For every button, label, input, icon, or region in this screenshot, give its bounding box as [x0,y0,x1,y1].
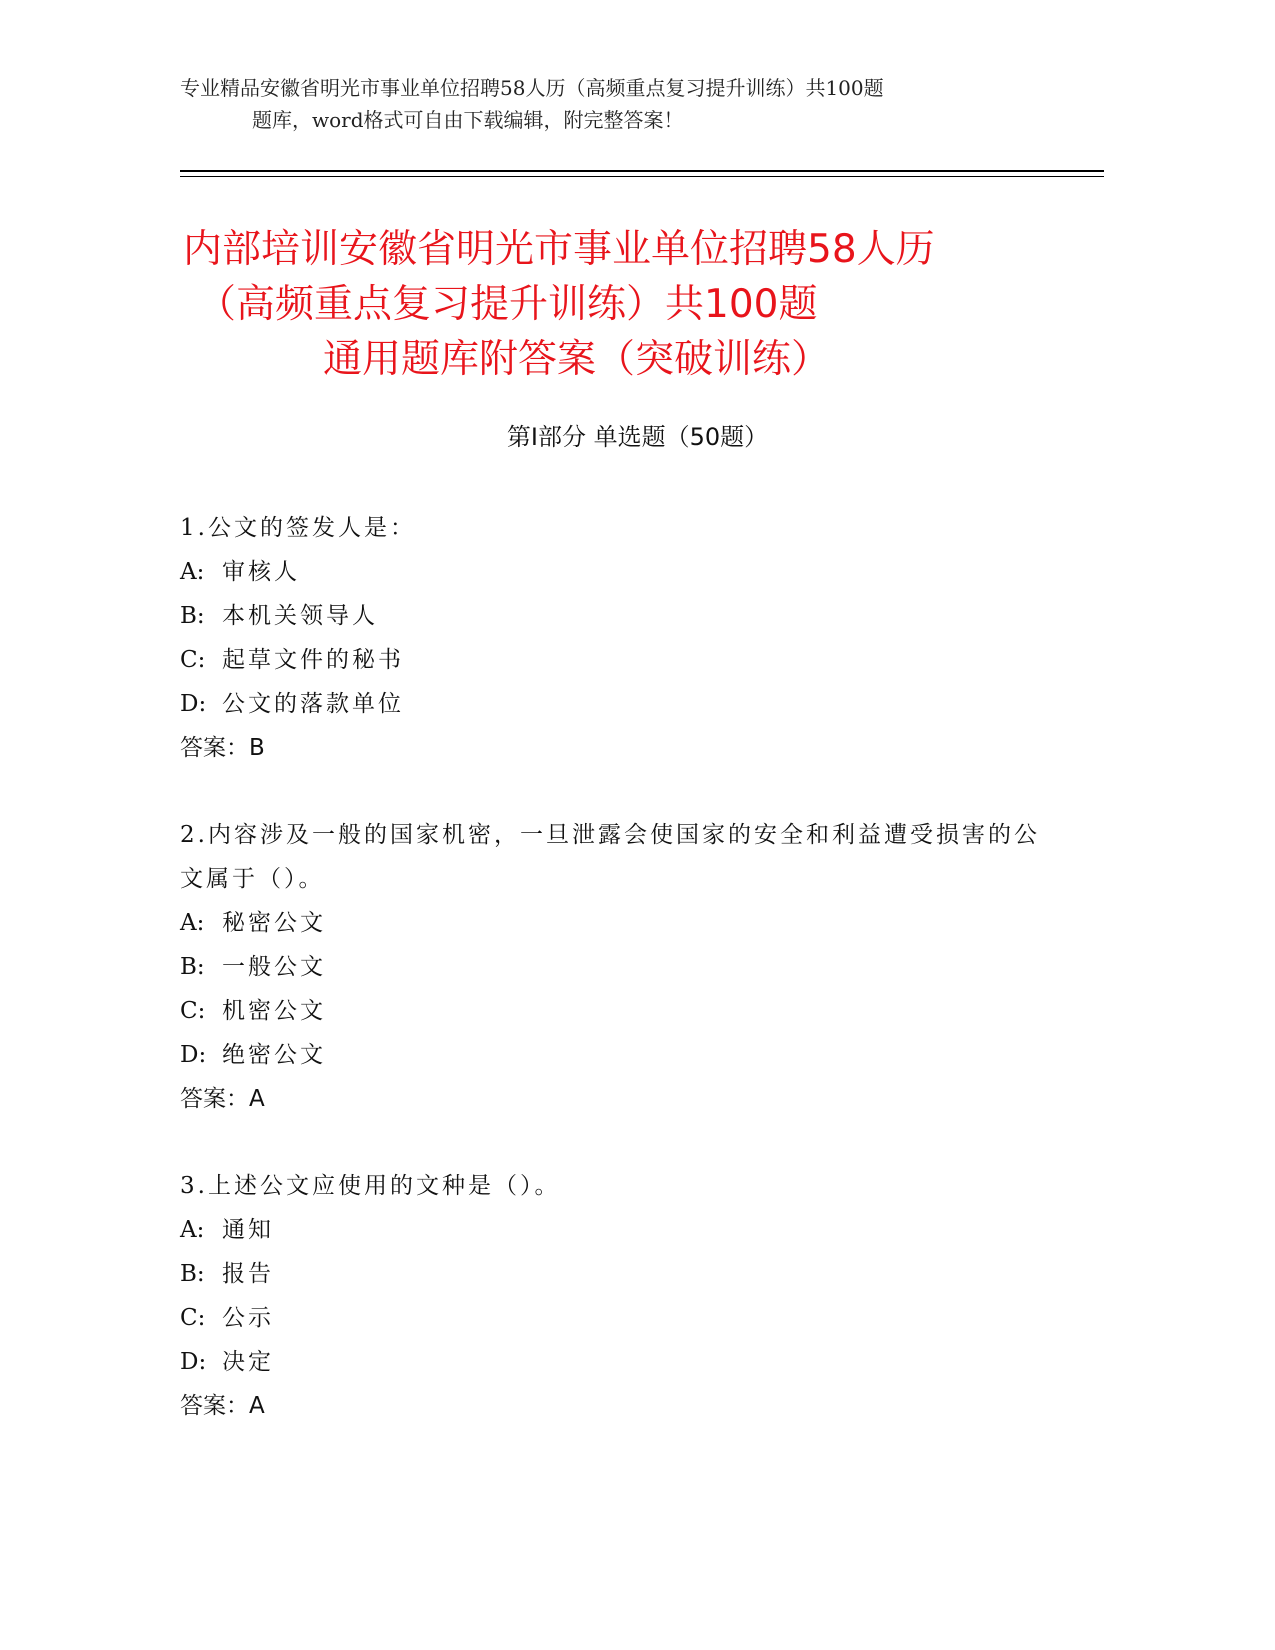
option-d [180,682,1040,726]
option-text: 报告 [222,1261,274,1287]
option-b [180,594,1040,638]
option-label: C: [180,647,206,673]
option-a [180,901,1040,945]
title-line-1: 内部培训安徽省明光市事业单位招聘58人历 [183,227,935,272]
answer-line: 答案：A [180,1393,265,1419]
option-d [180,1340,1040,1384]
option-text: 起草文件的秘书 [222,647,404,673]
option-text: 公示 [222,1305,274,1331]
option-a [180,550,1040,594]
option-c [180,1296,1040,1340]
section-heading: 第I部分 单选题（50题） [506,423,769,451]
option-d [180,1033,1040,1077]
option-label: D: [180,1349,207,1375]
question-list [180,506,1040,1471]
title-line-3: 通用题库附答案（突破训练） [323,337,831,382]
header-rule-thick [180,170,1104,172]
option-label: B: [180,1261,205,1287]
option-label: A: [180,1217,205,1243]
option-text: 本机关领导人 [222,603,378,629]
option-label: A: [180,910,205,936]
option-label: D: [180,691,207,717]
document-title [183,222,1083,387]
answer-line: 答案：B [180,735,265,761]
answer-line: 答案：A [180,1086,265,1112]
option-c [180,989,1040,1033]
question-item [180,506,1040,770]
option-label: B: [180,954,205,980]
option-label: C: [180,1305,206,1331]
option-label: A: [180,559,205,585]
title-line-2: （高频重点复习提升训练）共100题 [197,282,818,327]
option-text: 决定 [222,1349,274,1375]
option-text: 绝密公文 [222,1042,326,1068]
option-c [180,638,1040,682]
question-stem: 1.公文的签发人是： [180,515,416,541]
option-b [180,945,1040,989]
option-label: B: [180,603,205,629]
option-text: 秘密公文 [222,910,326,936]
option-label: C: [180,998,206,1024]
option-text: 机密公文 [222,998,326,1024]
document-header [180,72,1040,136]
header-line-1: 专业精品安徽省明光市事业单位招聘58人历（高频重点复习提升训练）共100题 [180,76,884,100]
question-item [180,813,1040,1121]
header-rule-thin [180,176,1104,177]
option-b [180,1252,1040,1296]
question-stem: 2.内容涉及一般的国家机密，一旦泄露会使国家的安全和利益遭受损害的公文属于（）。 [180,822,1040,892]
question-stem: 3.上述公文应使用的文种是（）。 [180,1173,561,1199]
header-line-2: 题库，word格式可自由下载编辑，附完整答案！ [252,108,684,132]
question-item [180,1164,1040,1428]
option-label: D: [180,1042,207,1068]
option-a [180,1208,1040,1252]
option-text: 审核人 [222,559,300,585]
option-text: 通知 [222,1217,274,1243]
option-text: 公文的落款单位 [222,691,404,717]
option-text: 一般公文 [222,954,326,980]
